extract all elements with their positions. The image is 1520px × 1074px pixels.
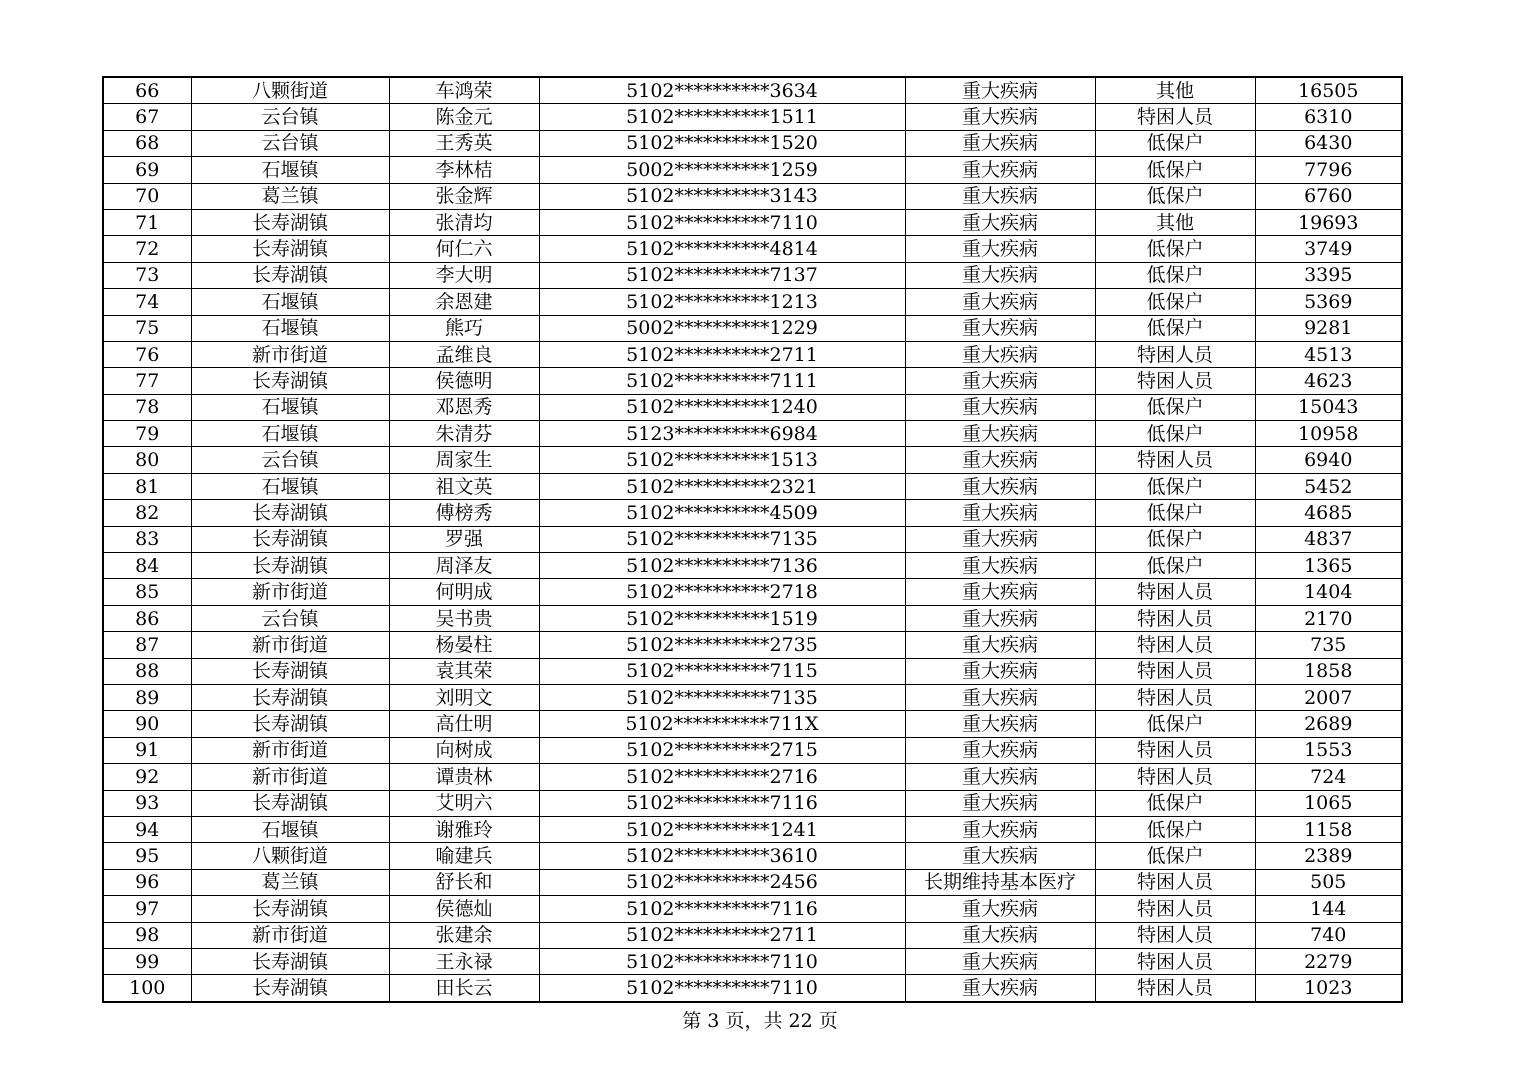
category-cell: 低保户 — [1095, 711, 1255, 737]
row-number-cell: 74 — [103, 289, 191, 315]
amount-cell: 1365 — [1255, 553, 1402, 579]
category-cell: 低保户 — [1095, 289, 1255, 315]
category-cell: 其他 — [1095, 209, 1255, 235]
table-row — [103, 605, 1402, 631]
town-cell: 石堰镇 — [191, 394, 389, 420]
id-number-cell: 5102**********7136 — [539, 553, 905, 579]
table-row — [103, 948, 1402, 974]
table-row — [103, 816, 1402, 842]
name-cell: 侯德明 — [389, 368, 539, 394]
category-cell: 低保户 — [1095, 315, 1255, 341]
footer-middle: 页，共 — [725, 1010, 783, 1032]
id-number-cell: 5102**********7135 — [539, 684, 905, 710]
name-cell: 喻建兵 — [389, 843, 539, 869]
town-cell: 长寿湖镇 — [191, 711, 389, 737]
row-number-cell: 82 — [103, 500, 191, 526]
row-number-cell: 95 — [103, 843, 191, 869]
illness-type-cell: 重大疾病 — [905, 289, 1095, 315]
table-row — [103, 394, 1402, 420]
illness-type-cell: 重大疾病 — [905, 104, 1095, 130]
town-cell: 石堰镇 — [191, 315, 389, 341]
town-cell: 新市街道 — [191, 341, 389, 367]
category-cell: 特困人员 — [1095, 922, 1255, 948]
category-cell: 特困人员 — [1095, 869, 1255, 895]
town-cell: 新市街道 — [191, 737, 389, 763]
category-cell: 特困人员 — [1095, 975, 1255, 1002]
id-number-cell: 5102**********2456 — [539, 869, 905, 895]
name-cell: 何明成 — [389, 579, 539, 605]
id-number-cell: 5102**********1213 — [539, 289, 905, 315]
row-number-cell: 88 — [103, 658, 191, 684]
row-number-cell: 85 — [103, 579, 191, 605]
illness-type-cell: 重大疾病 — [905, 526, 1095, 552]
amount-cell: 1023 — [1255, 975, 1402, 1002]
illness-type-cell: 重大疾病 — [905, 553, 1095, 579]
illness-type-cell: 重大疾病 — [905, 473, 1095, 499]
row-number-cell: 68 — [103, 130, 191, 156]
id-number-cell: 5102**********1519 — [539, 605, 905, 631]
illness-type-cell: 重大疾病 — [905, 922, 1095, 948]
category-cell: 低保户 — [1095, 421, 1255, 447]
name-cell: 王秀英 — [389, 130, 539, 156]
category-cell: 特困人员 — [1095, 368, 1255, 394]
illness-type-cell: 重大疾病 — [905, 421, 1095, 447]
row-number-cell: 80 — [103, 447, 191, 473]
town-cell: 长寿湖镇 — [191, 209, 389, 235]
row-number-cell: 75 — [103, 315, 191, 341]
amount-cell: 6430 — [1255, 130, 1402, 156]
amount-cell: 1065 — [1255, 790, 1402, 816]
row-number-cell: 77 — [103, 368, 191, 394]
town-cell: 长寿湖镇 — [191, 896, 389, 922]
id-number-cell: 5102**********7137 — [539, 262, 905, 288]
amount-cell: 2279 — [1255, 948, 1402, 974]
amount-cell: 740 — [1255, 922, 1402, 948]
row-number-cell: 100 — [103, 975, 191, 1002]
illness-type-cell: 重大疾病 — [905, 816, 1095, 842]
amount-cell: 6310 — [1255, 104, 1402, 130]
footer-suffix: 页 — [818, 1010, 838, 1032]
id-number-cell: 5102**********7135 — [539, 526, 905, 552]
amount-cell: 4513 — [1255, 341, 1402, 367]
name-cell: 邓恩秀 — [389, 394, 539, 420]
name-cell: 傅榜秀 — [389, 500, 539, 526]
amount-cell: 9281 — [1255, 315, 1402, 341]
id-number-cell: 5102**********3610 — [539, 843, 905, 869]
town-cell: 石堰镇 — [191, 289, 389, 315]
amount-cell: 4837 — [1255, 526, 1402, 552]
name-cell: 周泽友 — [389, 553, 539, 579]
row-number-cell: 94 — [103, 816, 191, 842]
category-cell: 低保户 — [1095, 262, 1255, 288]
table-row — [103, 421, 1402, 447]
name-cell: 谭贵林 — [389, 764, 539, 790]
table-row — [103, 737, 1402, 763]
name-cell: 舒长和 — [389, 869, 539, 895]
id-number-cell: 5002**********1259 — [539, 157, 905, 183]
category-cell: 低保户 — [1095, 790, 1255, 816]
illness-type-cell: 重大疾病 — [905, 183, 1095, 209]
illness-type-cell: 重大疾病 — [905, 447, 1095, 473]
row-number-cell: 93 — [103, 790, 191, 816]
illness-type-cell: 重大疾病 — [905, 658, 1095, 684]
town-cell: 长寿湖镇 — [191, 526, 389, 552]
id-number-cell: 5102**********1513 — [539, 447, 905, 473]
row-number-cell: 70 — [103, 183, 191, 209]
row-number-cell: 72 — [103, 236, 191, 262]
category-cell: 特困人员 — [1095, 447, 1255, 473]
name-cell: 谢雅玲 — [389, 816, 539, 842]
category-cell: 特困人员 — [1095, 737, 1255, 763]
name-cell: 侯德灿 — [389, 896, 539, 922]
amount-cell: 724 — [1255, 764, 1402, 790]
row-number-cell: 73 — [103, 262, 191, 288]
table-row — [103, 526, 1402, 552]
name-cell: 陈金元 — [389, 104, 539, 130]
table-row — [103, 209, 1402, 235]
town-cell: 长寿湖镇 — [191, 684, 389, 710]
id-number-cell: 5102**********711X — [539, 711, 905, 737]
town-cell: 长寿湖镇 — [191, 236, 389, 262]
town-cell: 云台镇 — [191, 605, 389, 631]
amount-cell: 1858 — [1255, 658, 1402, 684]
category-cell: 低保户 — [1095, 157, 1255, 183]
id-number-cell: 5102**********2321 — [539, 473, 905, 499]
town-cell: 八颗街道 — [191, 843, 389, 869]
name-cell: 何仁六 — [389, 236, 539, 262]
table-row — [103, 473, 1402, 499]
table-row — [103, 790, 1402, 816]
town-cell: 新市街道 — [191, 632, 389, 658]
town-cell: 长寿湖镇 — [191, 368, 389, 394]
id-number-cell: 5102**********2735 — [539, 632, 905, 658]
id-number-cell: 5102**********2716 — [539, 764, 905, 790]
town-cell: 长寿湖镇 — [191, 790, 389, 816]
row-number-cell: 71 — [103, 209, 191, 235]
category-cell: 低保户 — [1095, 130, 1255, 156]
row-number-cell: 92 — [103, 764, 191, 790]
amount-cell: 4685 — [1255, 500, 1402, 526]
amount-cell: 505 — [1255, 869, 1402, 895]
illness-type-cell: 重大疾病 — [905, 77, 1095, 104]
name-cell: 车鸿荣 — [389, 77, 539, 104]
footer-total-pages: 22 — [788, 1010, 813, 1032]
illness-type-cell: 重大疾病 — [905, 130, 1095, 156]
illness-type-cell: 重大疾病 — [905, 579, 1095, 605]
amount-cell: 6760 — [1255, 183, 1402, 209]
town-cell: 石堰镇 — [191, 816, 389, 842]
name-cell: 向树成 — [389, 737, 539, 763]
illness-type-cell: 重大疾病 — [905, 896, 1095, 922]
amount-cell: 7796 — [1255, 157, 1402, 183]
name-cell: 田长云 — [389, 975, 539, 1002]
table-row — [103, 368, 1402, 394]
table-row — [103, 130, 1402, 156]
id-number-cell: 5002**********1229 — [539, 315, 905, 341]
illness-type-cell: 重大疾病 — [905, 236, 1095, 262]
name-cell: 熊巧 — [389, 315, 539, 341]
illness-type-cell: 重大疾病 — [905, 315, 1095, 341]
category-cell: 特困人员 — [1095, 579, 1255, 605]
row-number-cell: 98 — [103, 922, 191, 948]
amount-cell: 6940 — [1255, 447, 1402, 473]
name-cell: 张清均 — [389, 209, 539, 235]
town-cell: 云台镇 — [191, 104, 389, 130]
illness-type-cell: 重大疾病 — [905, 209, 1095, 235]
illness-type-cell: 重大疾病 — [905, 394, 1095, 420]
table-row — [103, 104, 1402, 130]
category-cell: 低保户 — [1095, 394, 1255, 420]
row-number-cell: 83 — [103, 526, 191, 552]
row-number-cell: 87 — [103, 632, 191, 658]
name-cell: 李林桔 — [389, 157, 539, 183]
amount-cell: 16505 — [1255, 77, 1402, 104]
amount-cell: 2389 — [1255, 843, 1402, 869]
amount-cell: 2689 — [1255, 711, 1402, 737]
table-row — [103, 684, 1402, 710]
illness-type-cell: 重大疾病 — [905, 843, 1095, 869]
category-cell: 低保户 — [1095, 843, 1255, 869]
row-number-cell: 79 — [103, 421, 191, 447]
name-cell: 刘明文 — [389, 684, 539, 710]
category-cell: 特困人员 — [1095, 764, 1255, 790]
row-number-cell: 91 — [103, 737, 191, 763]
id-number-cell: 5123**********6984 — [539, 421, 905, 447]
id-number-cell: 5102**********1240 — [539, 394, 905, 420]
table-row — [103, 869, 1402, 895]
town-cell: 葛兰镇 — [191, 183, 389, 209]
table-row — [103, 553, 1402, 579]
category-cell: 低保户 — [1095, 526, 1255, 552]
amount-cell: 1404 — [1255, 579, 1402, 605]
amount-cell: 1553 — [1255, 737, 1402, 763]
row-number-cell: 81 — [103, 473, 191, 499]
amount-cell: 10958 — [1255, 421, 1402, 447]
town-cell: 长寿湖镇 — [191, 553, 389, 579]
id-number-cell: 5102**********7110 — [539, 948, 905, 974]
category-cell: 低保户 — [1095, 473, 1255, 499]
row-number-cell: 97 — [103, 896, 191, 922]
table-row — [103, 632, 1402, 658]
category-cell: 低保户 — [1095, 183, 1255, 209]
name-cell: 吴书贵 — [389, 605, 539, 631]
name-cell: 张金辉 — [389, 183, 539, 209]
table-row — [103, 500, 1402, 526]
illness-type-cell: 长期维持基本医疗 — [905, 869, 1095, 895]
row-number-cell: 69 — [103, 157, 191, 183]
amount-cell: 5369 — [1255, 289, 1402, 315]
town-cell: 石堰镇 — [191, 421, 389, 447]
table-row — [103, 157, 1402, 183]
town-cell: 云台镇 — [191, 130, 389, 156]
amount-cell: 4623 — [1255, 368, 1402, 394]
amount-cell: 735 — [1255, 632, 1402, 658]
table-row — [103, 315, 1402, 341]
amount-cell: 19693 — [1255, 209, 1402, 235]
town-cell: 石堰镇 — [191, 473, 389, 499]
id-number-cell: 5102**********7115 — [539, 658, 905, 684]
name-cell: 高仕明 — [389, 711, 539, 737]
records-table — [102, 76, 1403, 1003]
category-cell: 特困人员 — [1095, 341, 1255, 367]
illness-type-cell: 重大疾病 — [905, 500, 1095, 526]
id-number-cell: 5102**********7111 — [539, 368, 905, 394]
id-number-cell: 5102**********7110 — [539, 975, 905, 1002]
row-number-cell: 67 — [103, 104, 191, 130]
category-cell: 低保户 — [1095, 500, 1255, 526]
town-cell: 新市街道 — [191, 922, 389, 948]
table-row — [103, 447, 1402, 473]
id-number-cell: 5102**********3634 — [539, 77, 905, 104]
town-cell: 石堰镇 — [191, 157, 389, 183]
name-cell: 余恩建 — [389, 289, 539, 315]
amount-cell: 1158 — [1255, 816, 1402, 842]
illness-type-cell: 重大疾病 — [905, 341, 1095, 367]
table-row — [103, 236, 1402, 262]
category-cell: 特困人员 — [1095, 658, 1255, 684]
id-number-cell: 5102**********7116 — [539, 790, 905, 816]
name-cell: 张建余 — [389, 922, 539, 948]
id-number-cell: 5102**********1241 — [539, 816, 905, 842]
town-cell: 新市街道 — [191, 579, 389, 605]
category-cell: 特困人员 — [1095, 605, 1255, 631]
amount-cell: 144 — [1255, 896, 1402, 922]
town-cell: 长寿湖镇 — [191, 500, 389, 526]
id-number-cell: 5102**********7110 — [539, 209, 905, 235]
table-row — [103, 579, 1402, 605]
row-number-cell: 86 — [103, 605, 191, 631]
table-row — [103, 843, 1402, 869]
row-number-cell: 78 — [103, 394, 191, 420]
name-cell: 罗强 — [389, 526, 539, 552]
illness-type-cell: 重大疾病 — [905, 711, 1095, 737]
category-cell: 低保户 — [1095, 236, 1255, 262]
id-number-cell: 5102**********1520 — [539, 130, 905, 156]
category-cell: 特困人员 — [1095, 104, 1255, 130]
id-number-cell: 5102**********1511 — [539, 104, 905, 130]
illness-type-cell: 重大疾病 — [905, 632, 1095, 658]
footer-current-page: 3 — [707, 1010, 720, 1032]
category-cell: 其他 — [1095, 77, 1255, 104]
illness-type-cell: 重大疾病 — [905, 262, 1095, 288]
name-cell: 艾明六 — [389, 790, 539, 816]
row-number-cell: 99 — [103, 948, 191, 974]
id-number-cell: 5102**********4814 — [539, 236, 905, 262]
illness-type-cell: 重大疾病 — [905, 737, 1095, 763]
name-cell: 孟维良 — [389, 341, 539, 367]
amount-cell: 15043 — [1255, 394, 1402, 420]
name-cell: 朱清芬 — [389, 421, 539, 447]
table-row — [103, 975, 1402, 1002]
table-body — [103, 77, 1402, 1002]
table-row — [103, 289, 1402, 315]
id-number-cell: 5102**********2715 — [539, 737, 905, 763]
category-cell: 特困人员 — [1095, 632, 1255, 658]
table-row — [103, 711, 1402, 737]
amount-cell: 3395 — [1255, 262, 1402, 288]
town-cell: 八颗街道 — [191, 77, 389, 104]
row-number-cell: 90 — [103, 711, 191, 737]
illness-type-cell: 重大疾病 — [905, 975, 1095, 1002]
category-cell: 低保户 — [1095, 553, 1255, 579]
town-cell: 云台镇 — [191, 447, 389, 473]
illness-type-cell: 重大疾病 — [905, 948, 1095, 974]
row-number-cell: 89 — [103, 684, 191, 710]
row-number-cell: 66 — [103, 77, 191, 104]
table-row — [103, 764, 1402, 790]
name-cell: 周家生 — [389, 447, 539, 473]
row-number-cell: 96 — [103, 869, 191, 895]
row-number-cell: 76 — [103, 341, 191, 367]
id-number-cell: 5102**********2718 — [539, 579, 905, 605]
name-cell: 袁其荣 — [389, 658, 539, 684]
category-cell: 特困人员 — [1095, 948, 1255, 974]
table-row — [103, 341, 1402, 367]
town-cell: 长寿湖镇 — [191, 658, 389, 684]
id-number-cell: 5102**********2711 — [539, 922, 905, 948]
category-cell: 特困人员 — [1095, 896, 1255, 922]
id-number-cell: 5102**********2711 — [539, 341, 905, 367]
id-number-cell: 5102**********7116 — [539, 896, 905, 922]
illness-type-cell: 重大疾病 — [905, 368, 1095, 394]
table-row — [103, 183, 1402, 209]
town-cell: 长寿湖镇 — [191, 948, 389, 974]
town-cell: 长寿湖镇 — [191, 975, 389, 1002]
illness-type-cell: 重大疾病 — [905, 684, 1095, 710]
amount-cell: 2170 — [1255, 605, 1402, 631]
illness-type-cell: 重大疾病 — [905, 157, 1095, 183]
name-cell: 李大明 — [389, 262, 539, 288]
town-cell: 葛兰镇 — [191, 869, 389, 895]
table-row — [103, 658, 1402, 684]
amount-cell: 3749 — [1255, 236, 1402, 262]
name-cell: 杨晏柱 — [389, 632, 539, 658]
illness-type-cell: 重大疾病 — [905, 764, 1095, 790]
amount-cell: 5452 — [1255, 473, 1402, 499]
table-row — [103, 77, 1402, 104]
footer-prefix: 第 — [682, 1010, 702, 1032]
illness-type-cell: 重大疾病 — [905, 605, 1095, 631]
illness-type-cell: 重大疾病 — [905, 790, 1095, 816]
name-cell: 祖文英 — [389, 473, 539, 499]
row-number-cell: 84 — [103, 553, 191, 579]
table-row — [103, 896, 1402, 922]
town-cell: 长寿湖镇 — [191, 262, 389, 288]
category-cell: 特困人员 — [1095, 684, 1255, 710]
table-row — [103, 262, 1402, 288]
amount-cell: 2007 — [1255, 684, 1402, 710]
id-number-cell: 5102**********3143 — [539, 183, 905, 209]
town-cell: 新市街道 — [191, 764, 389, 790]
name-cell: 王永禄 — [389, 948, 539, 974]
page-footer — [0, 1008, 1520, 1034]
table-row — [103, 922, 1402, 948]
category-cell: 低保户 — [1095, 816, 1255, 842]
id-number-cell: 5102**********4509 — [539, 500, 905, 526]
